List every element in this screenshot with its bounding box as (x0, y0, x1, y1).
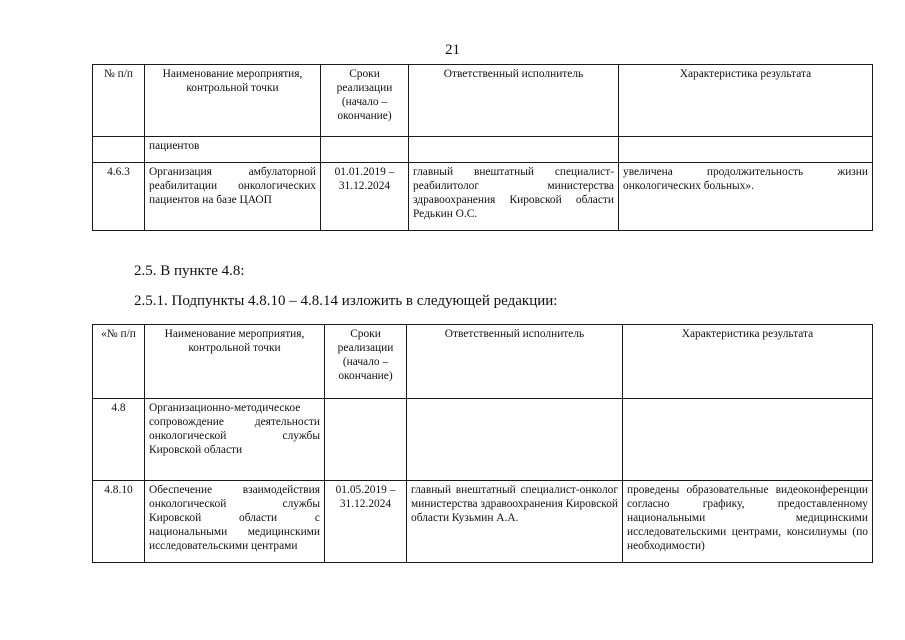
page-number: 21 (445, 42, 460, 58)
row-result: увеличена продолжительность жизни онкологических больных». (619, 163, 873, 231)
paragraph-subitem: 2.5.1. Подпункты 4.8.10 – 4.8.14 изложить в следующей редакции: (134, 293, 558, 309)
cell-empty (407, 399, 623, 481)
header-name: Наименование мероприятия, контрольной точки (145, 325, 325, 399)
row-dates: 01.01.2019 – 31.12.2024 (321, 163, 409, 231)
header-result: Характеристика результата (623, 325, 873, 399)
row-name: Обеспечение взаимодействия онкологической службы Кировской области с национальными медицинскими исследовательскими центрами (145, 481, 325, 563)
paragraph-item: 2.5. В пункте 4.8: (134, 263, 245, 279)
row-dates: 01.05.2019 – 31.12.2024 (325, 481, 407, 563)
header-dates: Сроки реализации (начало – окончание) (321, 65, 409, 137)
row-name: Организация амбулаторной реабилитации онкологических пациентов на базе ЦАОП (145, 163, 321, 231)
cell-empty (321, 137, 409, 163)
cell-empty (325, 399, 407, 481)
header-executor: Ответственный исполнитель (409, 65, 619, 137)
row-result: проведены образовательные видеоконференции согласно графику, предоставленному национальными медицинскими исследовательскими центрами, консилиумы (по необходимости) (623, 481, 873, 563)
row-executor: главный внештатный специалист-реабилитолог министерства здравоохранения Кировской области Редькин О.С. (409, 163, 619, 231)
header-name: Наименование мероприятия, контрольной точки (145, 65, 321, 137)
table-header-row (93, 65, 873, 137)
row-num: 4.6.3 (93, 163, 145, 231)
table-row (93, 481, 873, 563)
header-result: Характеристика результата (619, 65, 873, 137)
amendment-table (92, 324, 873, 563)
section-num: 4.8 (93, 399, 145, 481)
cell-empty (619, 137, 873, 163)
continuation-table (92, 64, 873, 231)
cell-empty (409, 137, 619, 163)
header-dates: Сроки реализации (начало – окончание) (325, 325, 407, 399)
cell-empty (623, 399, 873, 481)
table-row (93, 163, 873, 231)
row-executor: главный внештатный специалист-онколог министерства здравоохранения Кировской области Кузьмин А.А. (407, 481, 623, 563)
cell-empty (93, 137, 145, 163)
row-num: 4.8.10 (93, 481, 145, 563)
table-header-row (93, 325, 873, 399)
section-name: Организационно-методическое сопровождение деятельности онкологической службы Кировской области (145, 399, 325, 481)
header-executor: Ответственный исполнитель (407, 325, 623, 399)
continuation-text: пациентов (145, 137, 321, 163)
header-num: «№ п/п (93, 325, 145, 399)
section-row (93, 399, 873, 481)
table-row (93, 137, 873, 163)
header-num: № п/п (93, 65, 145, 137)
